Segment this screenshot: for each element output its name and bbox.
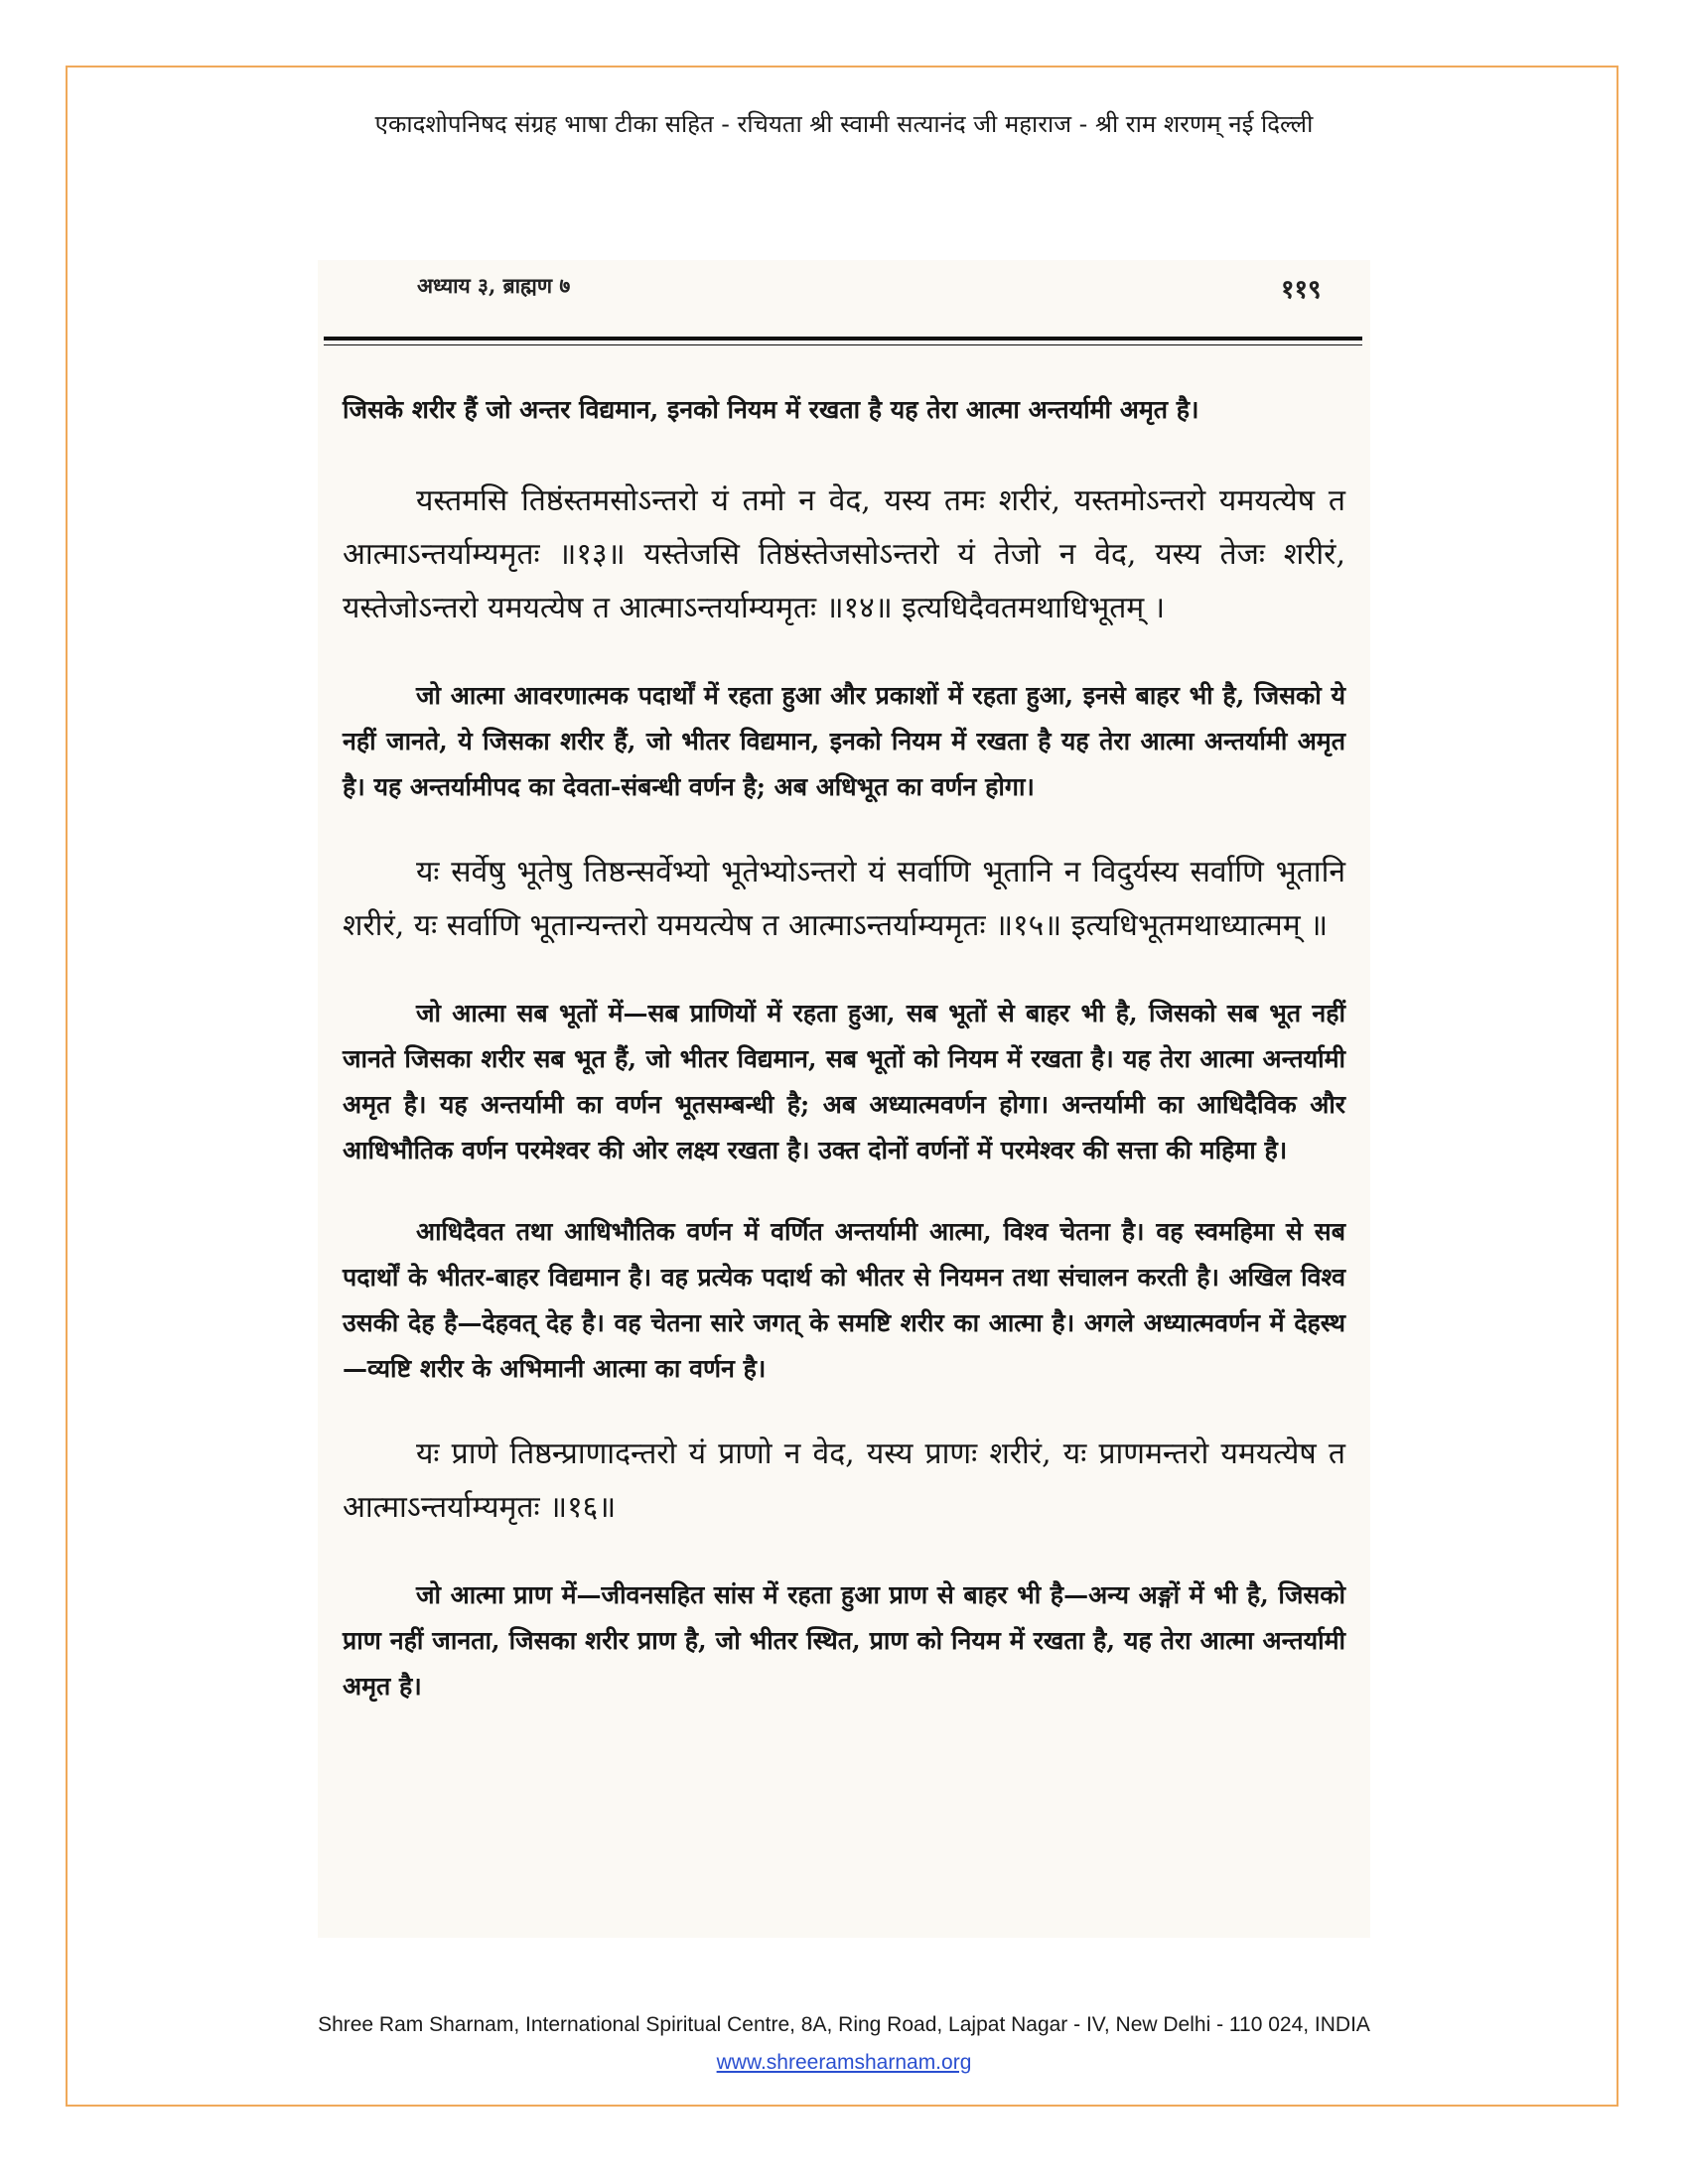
page-header-title: एकादशोपनिषद संग्रह भाषा टीका सहित - रचियता श्री स्वामी सत्यानंद जी महाराज - श्री राम शरणम् नई दिल्ली [374, 110, 1314, 138]
running-head: अध्याय ३, ब्राह्मण ७ [417, 273, 571, 298]
page-number: ११९ [1281, 275, 1322, 305]
verse-paragraph: यः प्राणे तिष्ठन्प्राणादन्तरो यं प्राणो न वेद, यस्य प्राणः शरीरं, यः प्राणमन्तरो यमयत्येष त आत्माऽन्तर्याम्यमृतः ॥१६॥ [343, 1436, 1345, 1525]
footer-address: Shree Ram Sharnam, International Spiritual Centre, 8A, Ring Road, Lajpat Nagar - IV, New Delhi - 110 024, INDIA [318, 2013, 1370, 2036]
verse-paragraph: यः सर्वेषु भूतेषु तिष्ठन्सर्वेभ्यो भूतेभ्योऽन्तरो यं सर्वाणि भूतानि न विदुर्यस्य सर्वाणि भूतानि शरीरं, यः सर्वाणि भूतान्यन्तरो यमयत्येष त आत्माऽन्तर्याम्यमृतः ॥१५॥ इत्यधिभूतमथाध्यात्मम् ॥ [343, 855, 1345, 943]
commentary-paragraph: जो आत्मा प्राण में—जीवनसहित सांस में रहता हुआ प्राण से बाहर भी है—अन्य अङ्गों में भी है, जिसको प्राण नहीं जानता, जिसका शरीर प्राण है, जो भीतर स्थित, प्राण को नियम में रखता है, यह तेरा आत्मा अन्तर्यामी अमृत है। [343, 1580, 1345, 1701]
footer-website-link[interactable] [0, 2051, 1688, 2075]
commentary-paragraph: आधिदैवत तथा आधिभौतिक वर्णन में वर्णित अन्तर्यामी आत्मा, विश्व चेतना है। वह स्वमहिमा से सब पदार्थों के भीतर-बाहर विद्यमान है। वह प्रत्येक पदार्थ को भीतर से नियमन तथा संचालन करती है। अखिल विश्व उसकी देह है—देहवत् देह है। वह चेतना सारे जगत् के समष्टि शरीर का आत्मा है। अगले अध्यात्मवर्णन में देहस्थ—व्यष्टि शरीर के अभिमानी आत्मा का वर्णन है। [343, 1217, 1345, 1383]
commentary-paragraph: जिसके शरीर हैं जो अन्तर विद्यमान, इनको नियम में रखता है यह तेरा आत्मा अन्तर्यामी अमृत है। [343, 395, 1199, 424]
commentary-paragraph: जो आत्मा आवरणात्मक पदार्थों में रहता हुआ और प्रकाशों में रहता हुआ, इनसे बाहर भी है, जिसको ये नहीं जानते, ये जिसका शरीर हैं, जो भीतर विद्यमान, इनको नियम में रखता है यह तेरा आत्मा अन्तर्यामी अमृत है। यह अन्तर्यामीपद का देवता-संबन्धी वर्णन है; अब अधिभूत का वर्णन होगा। [343, 681, 1345, 801]
commentary-paragraph: जो आत्मा सब भूतों में—सब प्राणियों में रहता हुआ, सब भूतों से बाहर भी है, जिसको सब भूत नहीं जानते जिसका शरीर सब भूत हैं, जो भीतर विद्यमान, सब भूतों को नियम में रखता है। यह तेरा आत्मा अन्तर्यामी अमृत है। यह अन्तर्यामी का वर्णन भूतसम्बन्धी है; अब अध्यात्मवर्णन होगा। अन्तर्यामी का आधिदैविक और आधिभौतिक वर्णन परमेश्वर की ओर लक्ष्य रखता है। उक्त दोनों वर्णनों में परमेश्वर की सत्ता की महिमा है। [343, 999, 1345, 1164]
verse-paragraph: यस्तमसि तिष्ठंस्तमसोऽन्तरो यं तमो न वेद, यस्य तमः शरीरं, यस्तमोऽन्तरो यमयत्येष त आत्माऽन्तर्याम्यमृतः ॥१३॥ यस्तेजसि तिष्ठंस्तेजसोऽन्तरो यं तेजो न वेद, यस्य तेजः शरीरं, यस्तेजोऽन्तरो यमयत्येष त आत्माऽन्तर्याम्यमृतः ॥१४॥ इत्यधिदैवतमथाधिभूतम् । [343, 483, 1345, 625]
header-rule-thick [324, 337, 1362, 341]
website-link-text[interactable]: www.shreeramsharnam.org [716, 2051, 972, 2074]
header-rule-thin [324, 344, 1362, 345]
scan-body [343, 387, 1345, 1745]
